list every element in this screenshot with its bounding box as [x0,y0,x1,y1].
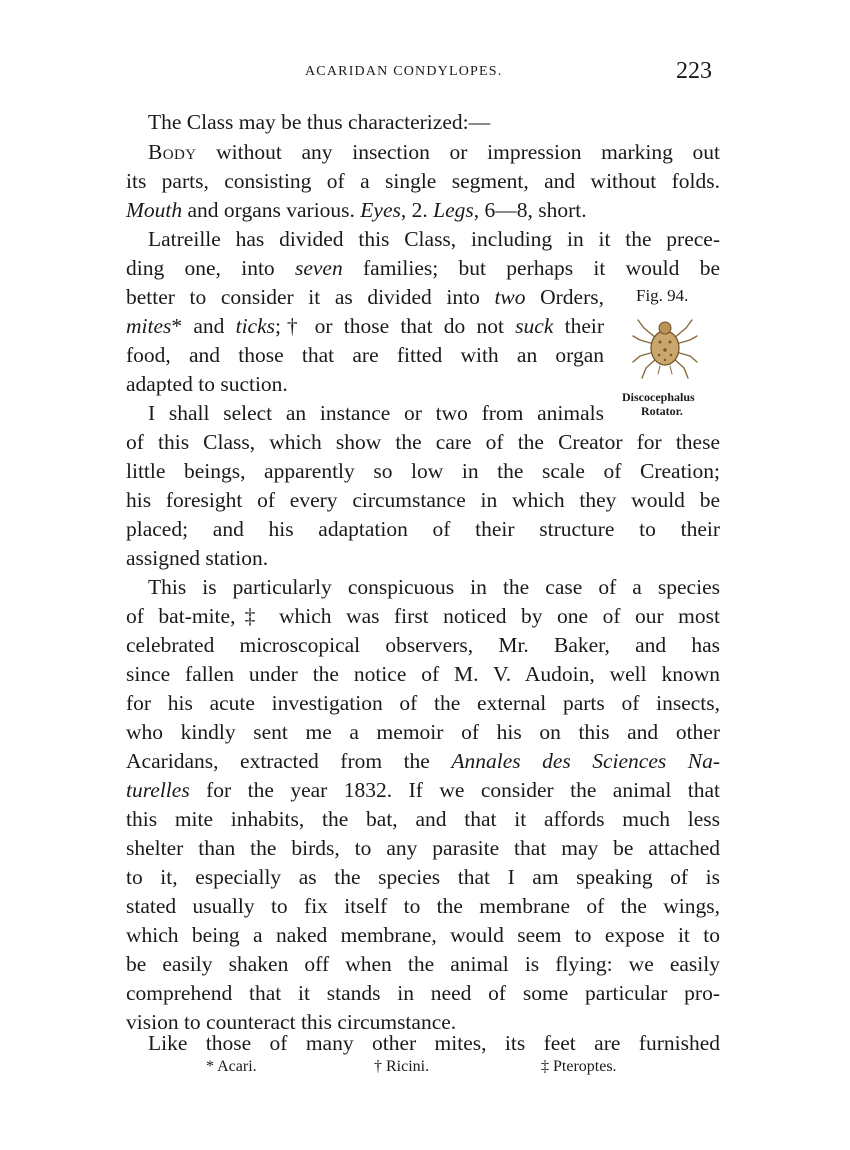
journal-title-cont: turelles [126,778,190,802]
running-head: ACARIDAN CONDYLOPES. [305,64,503,79]
text-run: ;† or those that do not [275,314,516,338]
footnote-ricini: † Ricini. [374,1058,430,1075]
text-line: be easily shaken off when the animal is flying: we easily [126,952,720,976]
text-run: , 2. [400,198,434,222]
text-run: families; but perhaps it would be [342,256,720,280]
text-line [126,776,720,804]
text-run: their [553,314,605,338]
term-mouth: Mouth [126,198,183,222]
figure-caption-species: Rotator. [641,404,683,418]
text-line: to it, especially as the species that I am speaking of is [126,865,720,889]
term-ticks: ticks [235,314,276,338]
text-run: for the year 1832. If we consider the animal that [189,778,720,802]
emphasis-seven: seven [294,256,343,280]
text-line: which being a naked membrane, would seem to expose it to [126,923,720,947]
text-line [126,747,720,775]
text-line [126,196,587,224]
text-line: Latreille has divided this Class, including in it the prece- [148,227,720,251]
term-mites: mites [126,314,172,338]
text-line: placed; and his adaptation of their structure to their [126,517,720,541]
figure-label: Fig. 94. [636,286,689,305]
text-line: little beings, apparently so low in the scale of Creation; [126,459,720,483]
text-run: Acaridans, extracted from the [126,749,452,773]
mite-illustration [630,308,700,388]
text-line: adapted to suction. [126,372,288,396]
text-line [148,138,720,166]
journal-title: Annales des Sciences Na- [451,749,721,773]
text-line: since fallen under the notice of M. V. Audoin, well known [126,662,720,686]
emphasis-suck: suck [515,314,554,338]
text-line [126,283,604,311]
figure-caption-genus: Discocephalus [622,390,695,404]
text-line: I shall select an instance or two from animals [148,401,604,425]
text-line: who kindly sent me a memoir of his on this and other [126,720,720,744]
text-line: This is particularly conspicuous in the case of a species [148,575,720,599]
text-line: comprehend that it stands in need of some particular pro- [126,981,720,1005]
text-run: Orders, [525,285,604,309]
page-number: 223 [676,58,712,84]
text-line: celebrated microscopical observers, Mr. Baker, and has [126,633,720,657]
text-run: better to consider it as divided into [126,285,495,309]
emphasis-two: two [494,285,526,309]
text-run: without any insection or impression marking out [196,140,720,164]
term-body: Body [148,140,197,164]
term-legs: Legs [433,198,474,222]
text-run: * and [171,314,236,338]
text-line: of bat-mite,‡ which was first noticed by one of our most [126,604,720,628]
text-line: its parts, consisting of a single segment, and without folds. [126,169,720,193]
text-line: The Class may be thus characterized:— [148,110,491,134]
text-line [126,312,604,340]
text-line: stated usually to fix itself to the membrane of the wings, [126,894,720,918]
text-line: Like those of many other mites, its feet are furnished [148,1031,720,1055]
figure-94 [600,286,730,426]
text-line [126,254,720,282]
text-line: for his acute investigation of the external parts of insects, [126,691,720,715]
text-line: this mite inhabits, the bat, and that it affords much less [126,807,720,831]
term-eyes: Eyes [360,198,401,222]
text-line: assigned station. [126,546,269,570]
footnote-pteroptes: ‡ Pteroptes. [541,1058,617,1075]
text-run: , 6—8, short. [473,198,587,222]
text-line: vision to counteract this circumstance. [126,1010,457,1034]
text-line: his foresight of every circumstance in which they would be [126,488,720,512]
text-run: ding one, into [126,256,295,280]
footnote-acari: * Acari. [206,1058,257,1075]
text-line: food, and those that are fitted with an organ [126,343,604,367]
text-run: and organs various. [182,198,361,222]
text-line: of this Class, which show the care of the Creator for these [126,430,720,454]
text-line: shelter than the birds, to any parasite that may be attached [126,836,720,860]
